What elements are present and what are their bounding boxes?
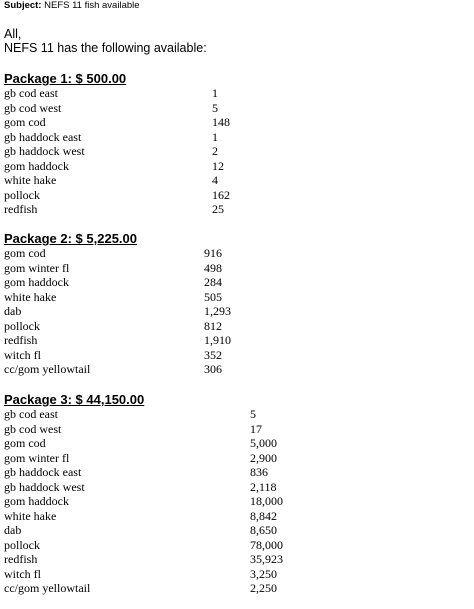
list-item <box>4 115 474 130</box>
quantity: 2,250 <box>250 581 277 595</box>
list-item <box>4 581 474 596</box>
species-name: gom haddock <box>4 494 69 508</box>
species-name: gom cod <box>4 246 46 260</box>
species-name: gb cod east <box>4 407 58 421</box>
species-name: gom haddock <box>4 158 69 173</box>
list-item <box>4 144 474 159</box>
quantity: 25 <box>212 202 224 216</box>
list-item <box>4 188 474 203</box>
list-item <box>4 86 474 101</box>
list-item <box>4 290 474 305</box>
species-name: dab <box>4 523 22 537</box>
list-item <box>4 567 474 582</box>
list-item <box>4 480 474 495</box>
quantity: 1 <box>212 129 218 144</box>
list-item <box>4 509 474 524</box>
list-item <box>4 407 474 422</box>
species-name: redfish <box>4 552 38 566</box>
species-name: witch fl <box>4 566 41 581</box>
list-item <box>4 436 474 451</box>
list-item <box>4 173 474 188</box>
quantity: 1 <box>212 86 218 100</box>
species-name: gb cod east <box>4 86 58 100</box>
list-item <box>4 523 474 538</box>
quantity: 2,900 <box>250 450 277 465</box>
quantity: 3,250 <box>250 566 277 581</box>
species-name: gom winter fl <box>4 450 70 465</box>
package-3-list <box>4 407 474 596</box>
quantity: 8,650 <box>250 523 277 537</box>
species-name: gb haddock west <box>4 479 85 494</box>
species-name: gb cod west <box>4 100 62 115</box>
list-item <box>4 348 474 363</box>
list-item <box>4 319 474 334</box>
species-name: gb cod west <box>4 421 62 436</box>
quantity: 2,118 <box>250 479 277 494</box>
list-item <box>4 130 474 145</box>
list-item <box>4 159 474 174</box>
species-name: gb haddock east <box>4 465 82 479</box>
quantity: 5 <box>212 100 218 115</box>
quantity: 4 <box>212 173 218 187</box>
email-subject-line <box>4 0 140 12</box>
species-name: white hake <box>4 173 57 187</box>
species-name: white hake <box>4 289 57 304</box>
species-name: cc/gom yellowtail <box>4 581 91 595</box>
list-item <box>4 362 474 377</box>
quantity: 505 <box>204 289 222 304</box>
species-name: gb haddock west <box>4 144 85 158</box>
species-name: dab <box>4 304 22 318</box>
package-3-title: Package 3: $ 44,150.00 <box>4 392 145 407</box>
species-name: pollock <box>4 537 40 552</box>
species-name: gom haddock <box>4 275 69 289</box>
list-item <box>4 333 474 348</box>
subject-value: NEFS 11 fish available <box>44 0 140 11</box>
species-name: cc/gom yellowtail <box>4 362 91 376</box>
species-name: pollock <box>4 318 40 333</box>
list-item <box>4 246 474 261</box>
species-name: gom cod <box>4 115 46 129</box>
quantity: 12 <box>212 158 224 173</box>
quantity: 5,000 <box>250 436 277 450</box>
package-2-title: Package 2: $ 5,225.00 <box>4 231 137 246</box>
species-name: pollock <box>4 187 40 202</box>
list-item <box>4 304 474 319</box>
quantity: 836 <box>250 465 268 479</box>
quantity: 916 <box>204 246 222 260</box>
quantity: 2 <box>212 144 218 158</box>
quantity: 1,910 <box>204 333 231 347</box>
quantity: 306 <box>204 362 222 376</box>
species-name: white hake <box>4 508 57 523</box>
quantity: 78,000 <box>250 537 283 552</box>
quantity: 17 <box>250 421 262 436</box>
list-item <box>4 465 474 480</box>
intro-text: NEFS 11 has the following available: <box>4 41 207 55</box>
list-item <box>4 275 474 290</box>
species-name: gom winter fl <box>4 260 70 275</box>
species-name: witch fl <box>4 347 41 362</box>
quantity: 8,842 <box>250 508 277 523</box>
quantity: 1,293 <box>204 304 231 318</box>
list-item <box>4 494 474 509</box>
list-item <box>4 261 474 276</box>
species-name: gom cod <box>4 436 46 450</box>
list-item <box>4 451 474 466</box>
quantity: 5 <box>250 407 256 421</box>
package-1-title: Package 1: $ 500.00 <box>4 71 127 86</box>
species-name: gb haddock east <box>4 129 82 144</box>
quantity: 148 <box>212 115 230 129</box>
package-1-list <box>4 86 474 217</box>
quantity: 498 <box>204 260 222 275</box>
quantity: 162 <box>212 187 230 202</box>
greeting: All, <box>4 27 22 41</box>
species-name: redfish <box>4 333 38 347</box>
species-name: redfish <box>4 202 38 216</box>
subject-label: Subject: <box>4 0 42 11</box>
package-2-list <box>4 246 474 377</box>
quantity: 352 <box>204 347 222 362</box>
list-item <box>4 202 474 217</box>
list-item <box>4 101 474 116</box>
list-item <box>4 538 474 553</box>
quantity: 284 <box>204 275 222 289</box>
list-item <box>4 422 474 437</box>
quantity: 35,923 <box>250 552 283 566</box>
list-item <box>4 552 474 567</box>
quantity: 18,000 <box>250 494 283 508</box>
quantity: 812 <box>204 318 222 333</box>
